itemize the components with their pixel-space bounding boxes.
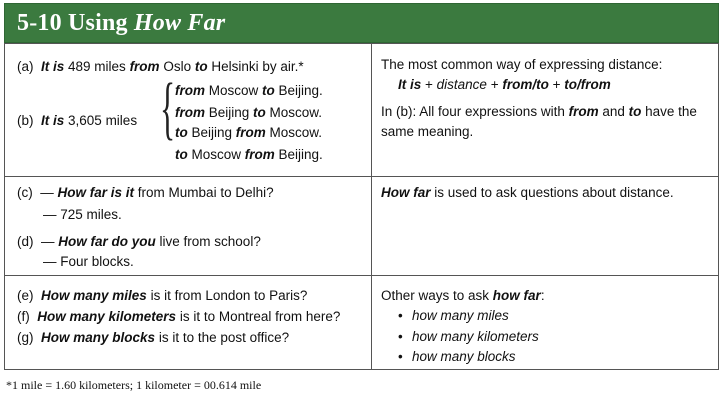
example-e: (e) How many miles is it from London to Paris? xyxy=(17,288,308,303)
explanation-1: The most common way of expressing distance: xyxy=(381,57,663,72)
explanation-b-line2: same meaning. xyxy=(381,124,474,139)
column-divider xyxy=(371,44,372,369)
explanation-b: In (b): All four expressions with from and to have the xyxy=(381,104,697,119)
example-b: (b) It is 3,605 miles xyxy=(17,113,138,128)
bullet-icon: • xyxy=(398,308,403,323)
row-divider-1 xyxy=(5,176,718,177)
row-divider-2 xyxy=(5,275,718,276)
section-title xyxy=(17,10,225,37)
example-b-option: from Moscow to Beijing. xyxy=(175,83,323,98)
example-g: (g) How many blocks is it to the post office? xyxy=(17,330,290,345)
section-header xyxy=(4,3,719,43)
section-number: 5-10 xyxy=(17,10,62,36)
bullet-icon: • xyxy=(398,329,403,344)
brace-icon: { xyxy=(160,70,176,147)
answer-c: — 725 miles. xyxy=(43,207,122,222)
explanation-3: Other ways to ask how far: xyxy=(381,288,545,303)
bullet-item: • how many blocks xyxy=(398,349,516,364)
example-a: (a) It is 489 miles from Oslo to Helsinki by air.* xyxy=(17,59,304,74)
answer-d: — Four blocks. xyxy=(43,254,134,269)
example-b-option: from Beijing to Moscow. xyxy=(175,105,323,120)
example-b-option: to Beijing from Moscow. xyxy=(175,125,323,140)
example-c: (c) — How far is it from Mumbai to Delhi? xyxy=(17,185,274,200)
bullet-item: • how many miles xyxy=(398,308,509,323)
example-f: (f) How many kilometers is it to Montreal from here? xyxy=(17,309,341,324)
title-prefix: Using xyxy=(68,10,128,36)
grammar-table xyxy=(4,43,719,370)
footnote: *1 mile = 1.60 kilometers; 1 kilometer = 00.614 mile xyxy=(6,378,262,392)
title-emphasis: How Far xyxy=(133,10,226,36)
bullet-icon: • xyxy=(398,349,403,364)
bullet-item: • how many kilometers xyxy=(398,329,539,344)
explanation-2: How far is used to ask questions about distance. xyxy=(381,185,674,200)
example-b-option: to Moscow from Beijing. xyxy=(175,147,323,162)
example-d: (d) — How far do you live from school? xyxy=(17,234,261,249)
formula: It is + distance + from/to + to/from xyxy=(398,77,611,92)
